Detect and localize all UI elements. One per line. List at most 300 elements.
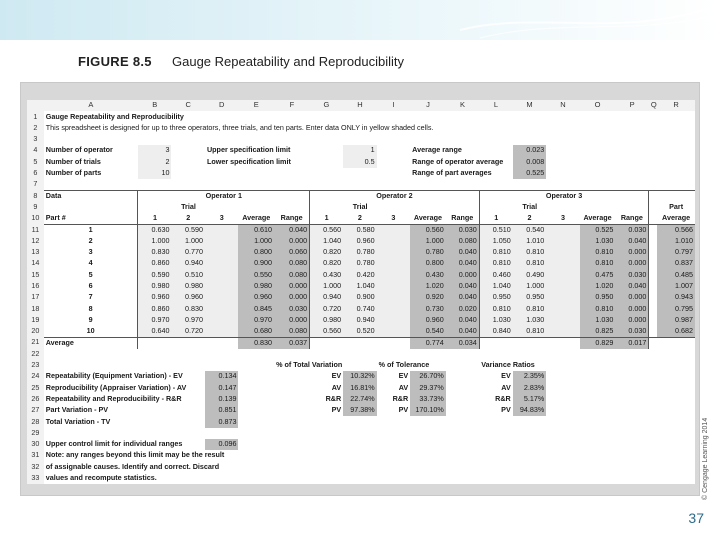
blank — [649, 258, 657, 269]
measurement: 0.830 — [138, 247, 172, 258]
sheet-row — [27, 349, 695, 360]
column-header-c: C — [171, 100, 205, 111]
copyright-notice: © Cengage Learning 2014 — [702, 417, 709, 500]
measurement — [205, 269, 239, 280]
measurement: 0.810 — [479, 303, 513, 314]
stat-label: Average range — [412, 145, 462, 155]
measurement: 0.590 — [171, 224, 205, 235]
measurement: 0.960 — [410, 315, 446, 326]
blank — [410, 202, 479, 213]
measurement: 0.940 — [343, 315, 377, 326]
measurement: 0.040 — [446, 281, 480, 292]
operator-range: 0.037 — [274, 337, 310, 348]
average-header: Average — [410, 213, 446, 224]
measurement: 0.580 — [343, 224, 377, 235]
measurement — [546, 281, 580, 292]
variance-ratio: 2.83% — [513, 382, 547, 393]
measurement: 0.040 — [615, 236, 649, 247]
part-average: 0.837 — [657, 258, 695, 269]
part-num-header: Part # — [44, 213, 138, 224]
measurement: 0.560 — [310, 224, 344, 235]
measurement — [377, 326, 411, 337]
metric-key: EV — [501, 371, 511, 381]
measurement — [205, 258, 239, 269]
measurement: 0.510 — [479, 224, 513, 235]
row-number-1: 1 — [27, 111, 44, 122]
row-number-7: 7 — [27, 179, 44, 190]
result-value: 0.873 — [205, 416, 239, 427]
measurement: 1.030 — [580, 315, 616, 326]
measurement: 0.920 — [410, 292, 446, 303]
measurement — [546, 269, 580, 280]
measurement: 0.000 — [615, 303, 649, 314]
measurement: 0.830 — [171, 303, 205, 314]
measurement: 0.540 — [410, 326, 446, 337]
column-header-p: P — [615, 100, 649, 111]
row-number-32: 32 — [27, 462, 44, 473]
result-label: Repeatability (Equipment Variation) - EV — [45, 371, 183, 381]
blank — [238, 416, 309, 427]
metric-key: EV — [398, 371, 409, 381]
operator-1-header: Operator 1 — [138, 190, 310, 201]
measurement: 0.800 — [410, 258, 446, 269]
sheet-row — [27, 179, 695, 190]
row-number-17: 17 — [27, 292, 44, 303]
measurement — [205, 292, 239, 303]
result-value: 0.851 — [205, 405, 239, 416]
sheet-row — [27, 360, 695, 371]
metric-key — [310, 416, 344, 427]
row-number-11: 11 — [27, 224, 44, 235]
row-number-20: 20 — [27, 326, 44, 337]
blank — [377, 156, 411, 167]
measurement: 0.950 — [479, 292, 513, 303]
row-number-3: 3 — [27, 134, 44, 145]
blank — [580, 360, 695, 371]
column-header-l: L — [479, 100, 513, 111]
blank — [446, 382, 480, 393]
table-row — [27, 269, 695, 280]
blank — [44, 360, 274, 371]
measurement: 0.810 — [580, 303, 616, 314]
measurement: 0.810 — [513, 247, 547, 258]
slide-top-band — [0, 0, 720, 40]
trial-2-header: 2 — [171, 213, 205, 224]
measurement: 0.560 — [410, 224, 446, 235]
metric-key: R&R — [392, 393, 409, 403]
measurement: 0.080 — [274, 269, 310, 280]
measurement — [546, 236, 580, 247]
part-average: 0.682 — [657, 326, 695, 337]
sheet-row — [27, 405, 695, 416]
measurement: 1.000 — [513, 281, 547, 292]
measurement — [205, 303, 239, 314]
part-number: 3 — [88, 247, 93, 257]
measurement: 0.810 — [479, 247, 513, 258]
row-number-16: 16 — [27, 281, 44, 292]
measurement: 0.460 — [479, 269, 513, 280]
measurement — [205, 247, 239, 258]
measurement — [377, 258, 411, 269]
measurement: 0.510 — [171, 269, 205, 280]
part-average: 0.566 — [657, 224, 695, 235]
page-number: 37 — [688, 510, 704, 526]
blank — [171, 145, 205, 156]
spec-value: 1 — [343, 145, 377, 156]
blank — [44, 349, 695, 360]
measurement — [546, 326, 580, 337]
blank — [649, 213, 657, 224]
measurement: 1.010 — [513, 236, 547, 247]
metric-key: PV — [398, 405, 409, 415]
measurement: 0.475 — [580, 269, 616, 280]
metric-key: R&R — [325, 393, 342, 403]
result-label: Part Variation - PV — [45, 405, 109, 415]
measurement: 1.030 — [479, 315, 513, 326]
blank — [171, 168, 205, 179]
blank — [205, 168, 343, 179]
measurement: 0.560 — [310, 326, 344, 337]
part-average-header: Average — [657, 213, 695, 224]
measurement — [377, 247, 411, 258]
measurement: 0.550 — [238, 269, 274, 280]
range-header: Range — [274, 213, 310, 224]
measurement — [377, 224, 411, 235]
row-number-13: 13 — [27, 247, 44, 258]
blank — [649, 337, 695, 348]
measurement: 0.030 — [615, 269, 649, 280]
blank — [649, 269, 657, 280]
measurement — [546, 247, 580, 258]
metric-key: AV — [331, 382, 342, 392]
row-number-14: 14 — [27, 258, 44, 269]
variance-ratio: 94.83% — [513, 405, 547, 416]
operator-average: 0.774 — [410, 337, 446, 348]
pct-total-variation: 97.38% — [343, 405, 377, 416]
measurement: 0.960 — [138, 292, 172, 303]
variance-ratios-header: Variance Ratios — [481, 360, 535, 370]
pct-total-variation: 22.74% — [343, 394, 377, 405]
sheet-row — [27, 190, 695, 201]
blank — [649, 236, 657, 247]
blank — [546, 382, 695, 393]
blank — [238, 473, 695, 484]
trial-header: Trial — [310, 202, 411, 213]
result-label: Reproducibility (Appraiser Variation) - AV — [45, 382, 187, 392]
measurement: 1.040 — [479, 281, 513, 292]
column-header-r: R — [657, 100, 695, 111]
measurement: 0.900 — [238, 258, 274, 269]
measurement: 0.030 — [615, 224, 649, 235]
measurement: 1.030 — [580, 236, 616, 247]
measurement — [377, 303, 411, 314]
measurement: 0.040 — [615, 281, 649, 292]
result-value: 0.134 — [205, 371, 239, 382]
measurement: 1.000 — [310, 281, 344, 292]
measurement: 1.040 — [310, 236, 344, 247]
column-header-e: E — [238, 100, 274, 111]
measurement — [205, 326, 239, 337]
row-number-10: 10 — [27, 213, 44, 224]
pct-total-variation: 10.32% — [343, 371, 377, 382]
blank — [649, 247, 657, 258]
sheet-row — [27, 394, 695, 405]
stat-value: 0.023 — [513, 145, 547, 156]
row-number-5: 5 — [27, 156, 44, 167]
measurement — [546, 258, 580, 269]
measurement: 0.520 — [343, 326, 377, 337]
blank — [238, 462, 695, 473]
measurement: 0.040 — [274, 224, 310, 235]
table-row — [27, 315, 695, 326]
trial-2-header: 2 — [343, 213, 377, 224]
stat-value: 0.008 — [513, 156, 547, 167]
column-header-h: H — [343, 100, 377, 111]
measurement: 0.970 — [238, 315, 274, 326]
measurement: 0.980 — [310, 315, 344, 326]
sheet-row — [27, 382, 695, 393]
corner-cell — [27, 100, 44, 111]
measurement: 0.810 — [479, 258, 513, 269]
trial-1-header: 1 — [479, 213, 513, 224]
blank — [649, 190, 695, 201]
measurement: 0.630 — [138, 224, 172, 235]
result-value: 0.139 — [205, 394, 239, 405]
measurement: 0.080 — [274, 326, 310, 337]
average-header: Average — [238, 213, 274, 224]
part-average: 1.010 — [657, 236, 695, 247]
sheet-row — [27, 450, 695, 461]
table-row — [27, 292, 695, 303]
pct-total-variation: 16.81% — [343, 382, 377, 393]
operator-range: 0.034 — [446, 337, 480, 348]
row-number-25: 25 — [27, 382, 44, 393]
column-header-q: Q — [649, 100, 657, 111]
measurement: 0.040 — [446, 258, 480, 269]
average-row-label: Average — [44, 337, 138, 348]
metric-key: R&R — [495, 393, 511, 403]
figure-title: Gauge Repeatability and Reproducibility — [172, 54, 404, 69]
measurement: 1.020 — [410, 281, 446, 292]
instructions-text: This spreadsheet is designed for up to three operators, three trials, and ten parts. Enter data ONLY in yellow shaded cells. — [45, 122, 434, 132]
measurement: 0.820 — [310, 247, 344, 258]
column-header-f: F — [274, 100, 310, 111]
measurement — [205, 281, 239, 292]
sheet-row — [27, 462, 695, 473]
trial-2-header: 2 — [513, 213, 547, 224]
range-header: Range — [615, 213, 649, 224]
measurement: 1.000 — [410, 236, 446, 247]
measurement: 0.030 — [274, 303, 310, 314]
measurement: 0.800 — [238, 247, 274, 258]
column-header-k: K — [446, 100, 480, 111]
part-number: 9 — [88, 314, 93, 324]
metric-key: AV — [501, 382, 511, 392]
spec-value: 0.5 — [343, 156, 377, 167]
measurement: 0.950 — [513, 292, 547, 303]
blank — [238, 202, 309, 213]
stat-value: 0.525 — [513, 168, 547, 179]
metric-key — [479, 416, 513, 427]
part-number: 4 — [88, 258, 93, 268]
variance-ratio — [513, 416, 547, 427]
param-value: 10 — [138, 168, 172, 179]
measurement: 0.680 — [238, 326, 274, 337]
measurement: 0.810 — [580, 258, 616, 269]
range-header: Range — [446, 213, 480, 224]
blank — [44, 428, 695, 439]
column-header-m: M — [513, 100, 547, 111]
note-line-1: Note: any ranges beyond this limit may be the result — [45, 450, 225, 460]
blank — [649, 315, 657, 326]
measurement: 0.810 — [513, 303, 547, 314]
blank — [546, 145, 695, 156]
blank — [238, 371, 309, 382]
blank — [446, 416, 480, 427]
blank — [310, 337, 411, 348]
blank — [377, 168, 411, 179]
decorative-swoosh-icon — [460, 0, 720, 40]
blank — [546, 168, 695, 179]
blank — [546, 416, 695, 427]
measurement: 0.030 — [615, 326, 649, 337]
measurement — [546, 292, 580, 303]
measurement: 0.640 — [138, 326, 172, 337]
measurement: 0.040 — [446, 292, 480, 303]
part-number: 10 — [86, 325, 95, 335]
measurement: 0.960 — [343, 236, 377, 247]
metric-key: EV — [331, 371, 342, 381]
measurement: 1.020 — [580, 281, 616, 292]
measurement: 0.080 — [446, 236, 480, 247]
param-label: Number of trials — [45, 156, 101, 166]
measurement: 0.810 — [580, 247, 616, 258]
row-number-28: 28 — [27, 416, 44, 427]
blank — [649, 303, 657, 314]
blank — [171, 156, 205, 167]
measurement: 0.940 — [171, 258, 205, 269]
part-header: Part — [669, 201, 684, 211]
row-number-26: 26 — [27, 394, 44, 405]
blank — [238, 450, 695, 461]
part-number: 6 — [88, 281, 93, 290]
blank — [446, 371, 480, 382]
measurement: 0.040 — [446, 315, 480, 326]
row-number-21: 21 — [27, 337, 44, 348]
trial-3-header: 3 — [377, 213, 411, 224]
measurement: 0.980 — [171, 281, 205, 292]
measurement: 0.030 — [446, 224, 480, 235]
sheet-row — [27, 111, 695, 122]
blank — [649, 224, 657, 235]
blank — [546, 405, 695, 416]
row-number-18: 18 — [27, 303, 44, 314]
ucl-label: Upper control limit for individual ranges — [45, 439, 183, 449]
measurement: 0.960 — [171, 292, 205, 303]
sheet-row — [27, 134, 695, 145]
part-average: 0.797 — [657, 247, 695, 258]
measurement: 0.780 — [410, 247, 446, 258]
measurement: 0.940 — [310, 292, 344, 303]
measurement: 0.610 — [238, 224, 274, 235]
measurement: 1.000 — [138, 236, 172, 247]
measurement: 0.080 — [274, 258, 310, 269]
measurement — [205, 315, 239, 326]
blank — [44, 134, 695, 145]
spec-label: Lower specification limit — [206, 156, 291, 166]
pct-total-variation-header: % of Total Variation — [276, 360, 343, 370]
measurement: 0.000 — [274, 292, 310, 303]
blank — [446, 405, 480, 416]
measurement: 1.030 — [513, 315, 547, 326]
param-label: Number of operator — [45, 145, 113, 155]
blank — [238, 382, 309, 393]
measurement: 0.980 — [138, 281, 172, 292]
measurement: 1.040 — [343, 281, 377, 292]
measurement: 0.490 — [513, 269, 547, 280]
measurement: 0.960 — [238, 292, 274, 303]
spec-label: Upper specification limit — [206, 145, 291, 155]
sheet-row — [27, 213, 695, 224]
measurement: 0.820 — [310, 258, 344, 269]
blank — [138, 337, 239, 348]
part-number: 8 — [88, 303, 93, 313]
sheet-row — [27, 123, 695, 134]
measurement — [377, 269, 411, 280]
measurement: 0.020 — [446, 303, 480, 314]
table-row — [27, 224, 695, 235]
sheet-title: Gauge Repeatability and Reproducibility — [45, 111, 184, 121]
measurement: 0.810 — [513, 326, 547, 337]
row-number-29: 29 — [27, 428, 44, 439]
sheet-row — [27, 416, 695, 427]
measurement — [205, 236, 239, 247]
measurement: 0.000 — [274, 236, 310, 247]
measurement: 0.525 — [580, 224, 616, 235]
column-header-o: O — [580, 100, 616, 111]
row-number-8: 8 — [27, 190, 44, 201]
note-line-3: values and recompute statistics. — [45, 473, 157, 483]
measurement: 0.000 — [274, 281, 310, 292]
measurement — [377, 281, 411, 292]
row-number-30: 30 — [27, 439, 44, 450]
blank — [446, 394, 480, 405]
measurement: 0.000 — [615, 315, 649, 326]
part-average: 0.943 — [657, 292, 695, 303]
measurement: 0.000 — [615, 258, 649, 269]
blank — [649, 281, 657, 292]
pct-tolerance: 29.37% — [410, 382, 446, 393]
pct-tolerance — [410, 416, 446, 427]
row-number-12: 12 — [27, 236, 44, 247]
row-number-22: 22 — [27, 349, 44, 360]
measurement: 0.770 — [171, 247, 205, 258]
blank — [649, 326, 657, 337]
measurement — [546, 303, 580, 314]
part-number: 7 — [88, 292, 93, 302]
measurement: 0.000 — [446, 269, 480, 280]
sheet-row — [27, 428, 695, 439]
trial-1-header: 1 — [310, 213, 344, 224]
measurement: 0.970 — [171, 315, 205, 326]
measurement: 0.970 — [138, 315, 172, 326]
operator-average: 0.829 — [580, 337, 616, 348]
blank — [44, 202, 138, 213]
measurement: 0.860 — [138, 303, 172, 314]
sheet-row — [27, 156, 695, 167]
measurement: 0.420 — [343, 269, 377, 280]
param-value: 3 — [138, 145, 172, 156]
